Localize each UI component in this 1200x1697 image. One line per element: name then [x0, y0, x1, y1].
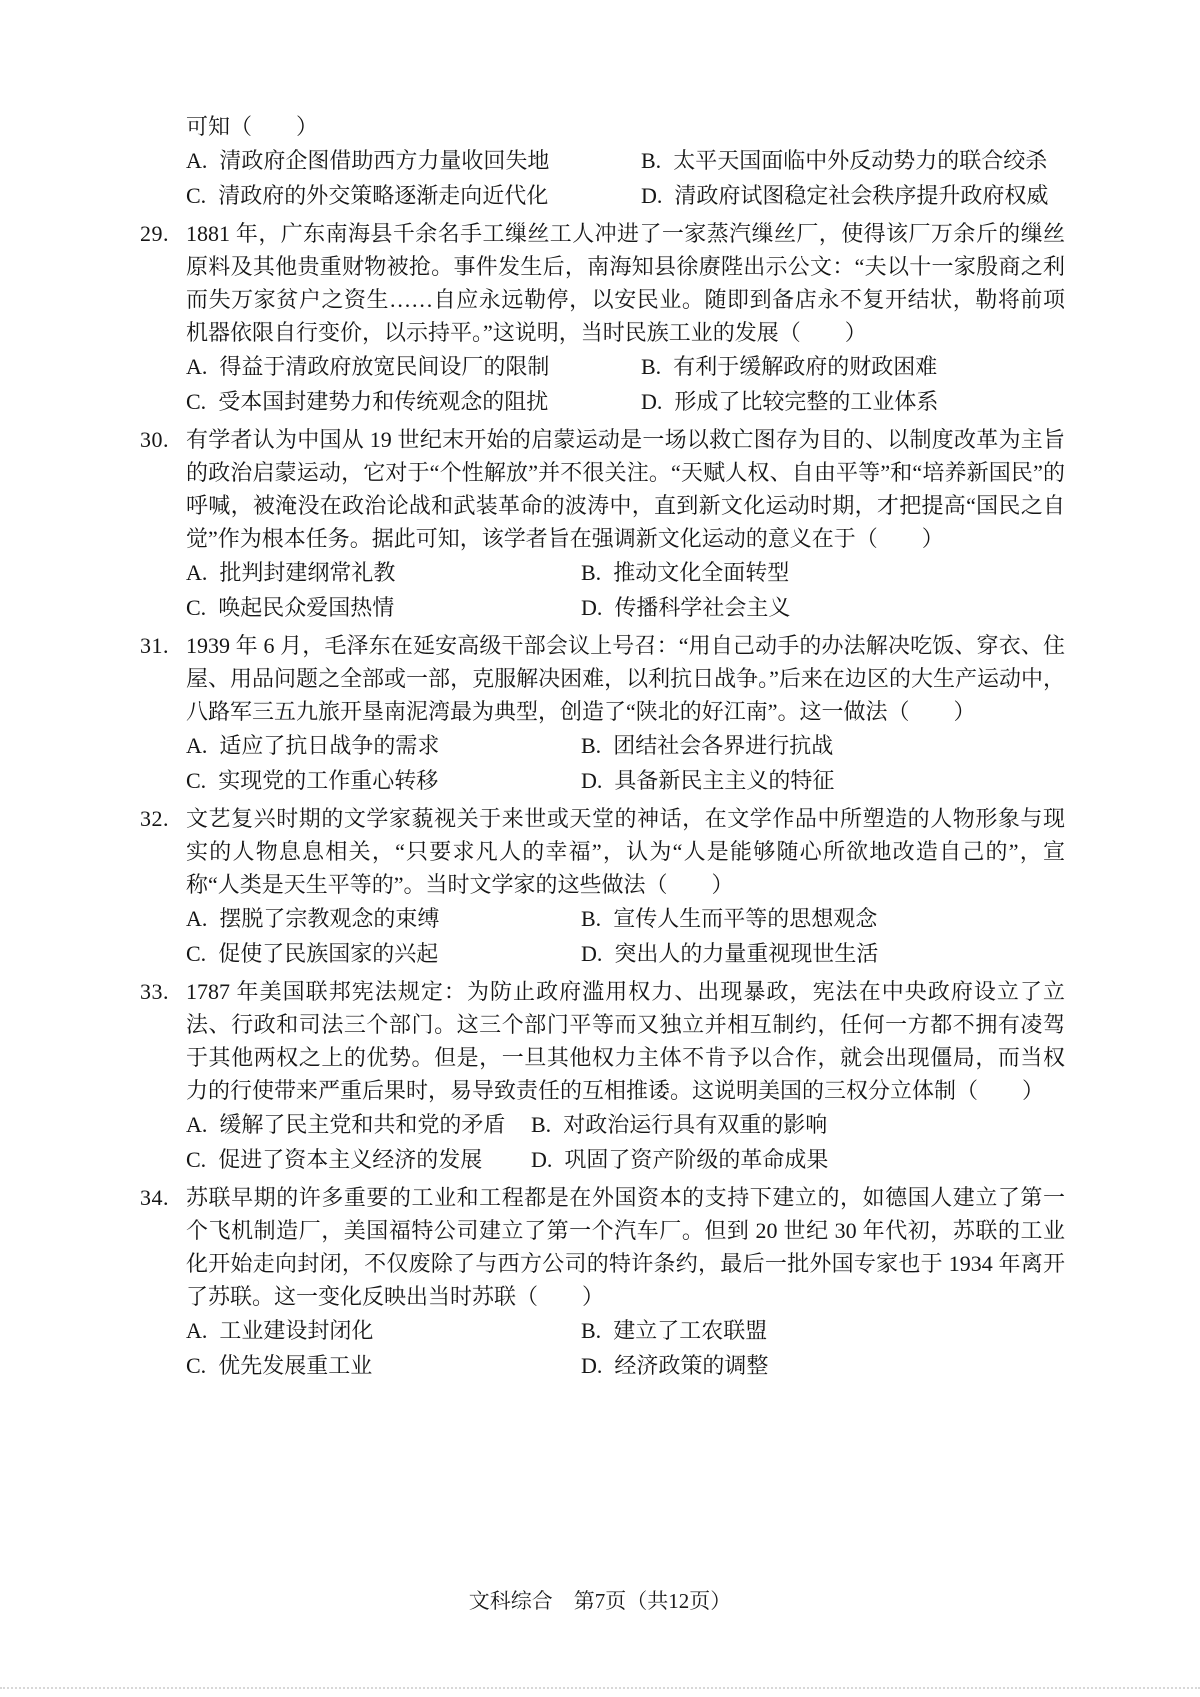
option-label: C. [186, 1353, 207, 1378]
option-label: D. [581, 595, 603, 620]
question-stem-row [140, 423, 1065, 555]
option-label: D. [581, 1353, 603, 1378]
question-stem-row [140, 629, 1065, 728]
question-stem-row [140, 217, 1065, 349]
question-stem-row [140, 110, 1065, 143]
option-text: 摆脱了宗教观念的束缚 [219, 906, 440, 931]
option-label: A. [186, 1318, 208, 1343]
option-text: 有利于缓解政府的财政困难 [673, 354, 938, 379]
option-A [186, 1313, 581, 1348]
option-label: B. [581, 906, 602, 931]
option-row [186, 590, 1065, 625]
option-text: 缓解了民主党和共和党的矛盾 [219, 1112, 506, 1137]
option-text: 突出人的力量重视现世生活 [614, 941, 879, 966]
question-stem: 苏联早期的许多重要的工业和工程都是在外国资本的支持下建立的，如德国人建立了第一个飞机制造厂，美国福特公司建立了第一个汽车厂。但到 20 世纪 30 年代初，苏联的工业化开始走向封闭，不仅废除了与西方公司的特许条约，最后一批外国专家也于 1934 年离开了苏联。这一变化反映出当时苏联（ ） [186, 1185, 1065, 1309]
option-label: C. [186, 768, 207, 793]
question-number: 33. [140, 979, 169, 1004]
option-D [641, 384, 938, 419]
option-row [186, 1107, 1065, 1142]
option-text: 受本国封建势力和传统观念的阻扰 [218, 389, 549, 414]
question-continuation [140, 110, 1065, 213]
option-text: 唤起民众爱国热情 [218, 595, 395, 620]
question-32 [140, 802, 1065, 971]
option-row [186, 728, 1065, 763]
question-stem: 1881 年，广东南海县千余名手工缫丝工人冲进了一家蒸汽缫丝厂，使得该厂万余斤的缫丝原料及其他贵重财物被抢。事件发生后，南海知县徐赓陛出示公文：“夫以十一家殷商之利而失万家贫户之资生……自应永远勒停，以安民业。随即到备店永不复开结状，勒将前项机器依限自行变价，以示持平。”这说明，当时民族工业的发展（ ） [186, 221, 1065, 345]
option-label: D. [641, 389, 663, 414]
option-D [581, 590, 790, 625]
options-group [186, 143, 1065, 213]
page-footer [0, 1585, 1200, 1615]
option-A [186, 349, 641, 384]
question-stem: 1939 年 6 月，毛泽东在延安高级干部会议上号召：“用自己动手的办法解决吃饭、穿衣、住屋、用品问题之全部或一部，克服解决困难，以利抗日战争。”后来在边区的大生产运动中，八路军三五九旅开垦南泥湾最为典型，创造了“陕北的好江南”。这一做法（ ） [186, 633, 1065, 724]
option-text: 推动文化全面转型 [613, 560, 790, 585]
options-group [186, 555, 1065, 625]
question-stem-row [140, 802, 1065, 901]
option-text: 得益于清政府放宽民间设厂的限制 [219, 354, 550, 379]
option-text: 优先发展重工业 [218, 1353, 373, 1378]
option-label: C. [186, 389, 207, 414]
option-A [186, 1107, 531, 1142]
option-B [581, 728, 833, 763]
option-label: B. [641, 354, 662, 379]
option-row [186, 555, 1065, 590]
footer-text: 文科综合 第7页（共12页） [468, 1589, 732, 1613]
option-B [581, 1313, 767, 1348]
option-text: 传播科学社会主义 [614, 595, 791, 620]
option-label: D. [581, 768, 603, 793]
option-C [186, 763, 581, 798]
option-label: A. [186, 906, 208, 931]
option-label: C. [186, 183, 207, 208]
option-text: 团结社会各界进行抗战 [613, 733, 834, 758]
option-label: C. [186, 941, 207, 966]
option-label: D. [641, 183, 663, 208]
option-D [581, 936, 878, 971]
questions-area [140, 110, 1065, 1387]
option-label: B. [581, 733, 602, 758]
option-B [581, 555, 789, 590]
options-group [186, 1107, 1065, 1177]
option-text: 对政治运行具有双重的影响 [563, 1112, 828, 1137]
question-29 [140, 217, 1065, 419]
option-label: B. [581, 1318, 602, 1343]
question-stem-row [140, 1181, 1065, 1313]
option-label: A. [186, 733, 208, 758]
question-stem-row [140, 975, 1065, 1107]
scan-artifact-line [0, 1687, 1200, 1689]
option-text: 批判封建纲常礼教 [219, 560, 396, 585]
option-text: 经济政策的调整 [614, 1353, 769, 1378]
option-A [186, 555, 581, 590]
option-text: 清政府的外交策略逐渐走向近代化 [218, 183, 549, 208]
option-C [186, 384, 641, 419]
option-row [186, 1313, 1065, 1348]
question-stem: 有学者认为中国从 19 世纪末开始的启蒙运动是一场以救亡图存为目的、以制度改革为主旨的政治启蒙运动，它对于“个性解放”并不很关注。“天赋人权、自由平等”和“培养新国民”的呼喊，被淹没在政治论战和武装革命的波涛中，直到新文化运动时期，才把提高“国民之自觉”作为根本任务。据此可知，该学者旨在强调新文化运动的意义在于（ ） [186, 427, 1065, 551]
option-row [186, 936, 1065, 971]
option-row [186, 178, 1065, 213]
option-text: 促进了资本主义经济的发展 [218, 1147, 483, 1172]
option-D [531, 1142, 828, 1177]
option-label: B. [581, 560, 602, 585]
option-B [641, 349, 937, 384]
option-row [186, 1348, 1065, 1383]
option-D [641, 178, 1048, 213]
option-row [186, 901, 1065, 936]
option-B [531, 1107, 827, 1142]
option-C [186, 178, 641, 213]
option-A [186, 728, 581, 763]
option-D [581, 1348, 768, 1383]
question-number: 30. [140, 427, 169, 452]
option-label: A. [186, 148, 208, 173]
question-number: 34. [140, 1185, 169, 1210]
option-text: 促使了民族国家的兴起 [218, 941, 439, 966]
option-C [186, 1348, 581, 1383]
option-row [186, 1142, 1065, 1177]
option-B [581, 901, 877, 936]
option-label: C. [186, 595, 207, 620]
option-label: B. [531, 1112, 552, 1137]
option-row [186, 384, 1065, 419]
option-text: 建立了工农联盟 [613, 1318, 768, 1343]
options-group [186, 349, 1065, 419]
question-33 [140, 975, 1065, 1177]
option-label: A. [186, 354, 208, 379]
options-group [186, 901, 1065, 971]
option-label: D. [531, 1147, 553, 1172]
option-A [186, 143, 641, 178]
option-text: 工业建设封闭化 [219, 1318, 374, 1343]
option-D [581, 763, 834, 798]
option-C [186, 936, 581, 971]
option-text: 具备新民主主义的特征 [614, 768, 835, 793]
option-text: 形成了比较完整的工业体系 [674, 389, 939, 414]
question-number: 31. [140, 633, 169, 658]
option-label: A. [186, 1112, 208, 1137]
question-stem: 文艺复兴时期的文学家藐视关于来世或天堂的神话，在文学作品中所塑造的人物形象与现实的人物息息相关，“只要求凡人的幸福”，认为“人是能够随心所欲地改造自己的”，宣称“人类是天生平等的”。当时文学家的这些做法（ ） [186, 806, 1065, 897]
option-text: 适应了抗日战争的需求 [219, 733, 440, 758]
question-30 [140, 423, 1065, 625]
question-number: 32. [140, 806, 169, 831]
option-text: 太平天国面临中外反动势力的联合绞杀 [673, 148, 1048, 173]
option-text: 巩固了资产阶级的革命成果 [564, 1147, 829, 1172]
option-text: 清政府试图稳定社会秩序提升政府权威 [674, 183, 1049, 208]
option-C [186, 590, 581, 625]
question-number: 29. [140, 221, 169, 246]
question-stem: 1787 年美国联邦宪法规定：为防止政府滥用权力、出现暴政，宪法在中央政府设立了立法、行政和司法三个部门。这三个部门平等而又独立并相互制约，任何一方都不拥有凌驾于其他两权之上的优势。但是，一旦其他权力主体不肯予以合作，就会出现僵局，而当权力的行使带来严重后果时，易导致责任的互相推诿。这说明美国的三权分立体制（ ） [186, 979, 1065, 1103]
option-C [186, 1142, 531, 1177]
option-text: 清政府企图借助西方力量收回失地 [219, 148, 550, 173]
option-row [186, 763, 1065, 798]
option-label: B. [641, 148, 662, 173]
option-text: 实现党的工作重心转移 [218, 768, 439, 793]
option-row [186, 349, 1065, 384]
option-text: 宣传人生而平等的思想观念 [613, 906, 878, 931]
option-A [186, 901, 581, 936]
question-31 [140, 629, 1065, 798]
question-stem: 可知（ ） [186, 114, 319, 139]
option-row [186, 143, 1065, 178]
question-34 [140, 1181, 1065, 1383]
option-label: D. [581, 941, 603, 966]
options-group [186, 1313, 1065, 1383]
option-label: C. [186, 1147, 207, 1172]
options-group [186, 728, 1065, 798]
option-label: A. [186, 560, 208, 585]
option-B [641, 143, 1047, 178]
